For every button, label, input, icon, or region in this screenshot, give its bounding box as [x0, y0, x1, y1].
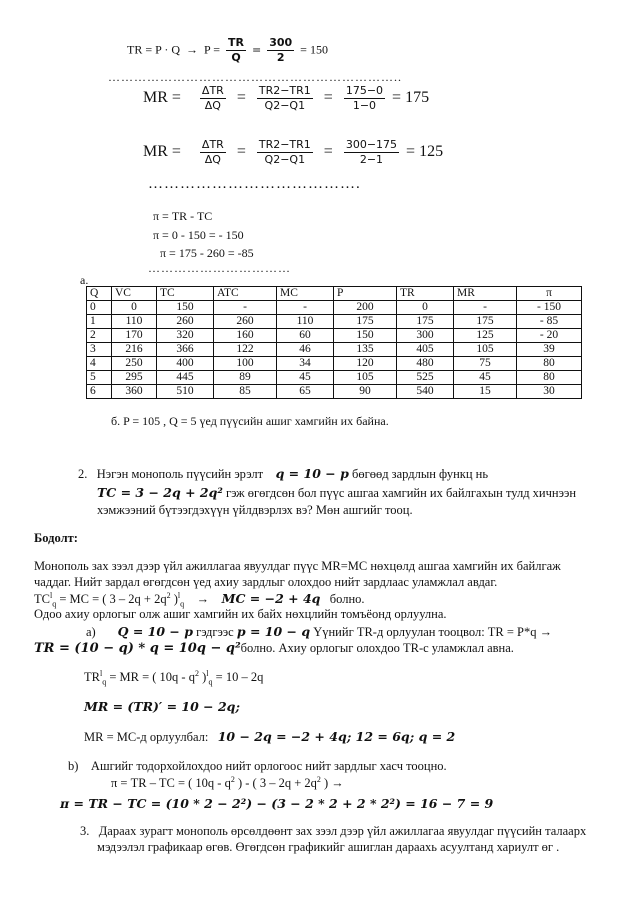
table-cell: 320: [157, 329, 214, 343]
col-header: VC: [112, 287, 157, 301]
table-cell: 90: [334, 385, 397, 399]
table-cell: 34: [277, 357, 334, 371]
problem-2-text: Нэгэн монополь пүүсийн эрэлт: [96, 467, 264, 481]
mr-label: MR =: [143, 89, 181, 107]
table-cell: 120: [334, 357, 397, 371]
table-cell: 135: [334, 343, 397, 357]
table-cell: 366: [157, 343, 214, 357]
mr1-result: 175: [405, 89, 430, 107]
table-cell: 250: [112, 357, 157, 371]
mr-formula-1: MR = $\frac{\text{ΔTR}}{\Delta Q}$ = $\frac{TR2-TR1}{Q2-Q1}$ = $\frac{175-0}{1-0}$ = 175: [143, 84, 430, 112]
price-equation: p = 10 − q: [236, 624, 311, 639]
table-cell: 170: [112, 329, 157, 343]
profit-expression: ) →: [320, 776, 344, 791]
derivative-var: q: [180, 599, 185, 609]
profit-expression: ) - ( 3 – 2q + 2q: [234, 776, 317, 791]
table-cell: 400: [157, 357, 214, 371]
table-row: [87, 357, 582, 371]
table-cell: 125: [454, 329, 517, 343]
fraction-tr-q: $\frac{TR}{Q}$: [228, 36, 244, 64]
derivative-var: q: [52, 599, 57, 609]
table-cell: 85: [214, 385, 277, 399]
derivative-mark: l: [177, 591, 181, 600]
table-cell: 295: [112, 371, 157, 385]
mr-expression: = MR = ( 10q - q: [106, 670, 195, 685]
pi-line-1: π = TR - TC: [153, 209, 213, 223]
table-cell: 4: [87, 357, 112, 371]
problem-2-line-3: хэмжээний бүтээгдэхүүн үйлдвэрлэх вэ? Мөн ашгийг тооц.: [97, 503, 413, 517]
tr-derivative-line: $TR^l_q$ = MR = ( $10q - q^2$ )$^l_q$ = 10 – 2q: [84, 669, 264, 687]
table-cell: -: [277, 301, 334, 315]
solution-text: Үүнийг TR-д орлуулан тооцвол: TR = P*q →: [313, 625, 553, 639]
solution-text: Ашгийг тодорхойлохдоо нийт орлогоос нийт зардлыг хасч тооцно.: [90, 759, 447, 773]
table-cell: -: [214, 301, 277, 315]
fraction-300-2: $\frac{300}{2}$: [269, 36, 293, 64]
problem-2-line-2: [97, 485, 576, 501]
table-cell: 80: [517, 371, 582, 385]
mr-expression: ): [198, 670, 207, 685]
table-cell: - 150: [517, 301, 582, 315]
problem-2-line-1: [78, 466, 488, 482]
profit-expression: π = TR – TC = ( 10q - q: [111, 776, 231, 791]
col-header: ATC: [214, 287, 277, 301]
table-cell: 65: [277, 385, 334, 399]
problem-number: 3.: [80, 824, 90, 838]
table-row: [87, 329, 582, 343]
part-a-line-1: [86, 624, 552, 640]
col-header: π: [517, 287, 582, 301]
table-body: [87, 301, 582, 399]
solution-para-4: Одоо ахиу орлогыг олж ашиг хамгийн их байх нөхцлийн томъёонд орлуулна.: [34, 607, 447, 621]
solution-text: MR = MC-д орлуулбал:: [84, 730, 209, 744]
table-cell: 3: [87, 343, 112, 357]
col-header: TR: [397, 287, 454, 301]
table-cell: 300: [397, 329, 454, 343]
table-cell: 0: [87, 301, 112, 315]
arrow-icon: →: [186, 42, 198, 57]
table-cell: 46: [277, 343, 334, 357]
mc-expression: ): [170, 592, 178, 607]
solution-para-2: чаддаг. Нийт зардал өгөгдсөн үед ахиу зардлыг олохдоо нийт зардлаас уламжлал авдаг.: [34, 575, 498, 589]
derivative-mark: l: [49, 591, 53, 600]
table-cell: 39: [517, 343, 582, 357]
table-cell: 150: [157, 301, 214, 315]
part-label: а): [86, 625, 96, 639]
solution-para-1: Монополь зах зээл дээр үйл ажиллагаа явуулдаг пүүс MR=MC нөхцөлд ашгаа хамгийн их байлгаж: [34, 559, 561, 573]
table-cell: 150: [334, 329, 397, 343]
tr-symbol: TR: [84, 670, 100, 685]
problem-2-text: гэж өгөгдсөн бол пүүс ашгаа хамгийн их байлгахын тулд хичнээн: [225, 486, 577, 500]
table-cell: 100: [214, 357, 277, 371]
table-cell: 510: [157, 385, 214, 399]
profit-formula-line: π = TR – TC = ( $10q - q^2$ ) - ( $3 - 2q + 2q^2$ ) →: [111, 775, 344, 791]
dotted-line: …………………………………………………………..: [108, 70, 402, 84]
table-cell: 540: [397, 385, 454, 399]
table-cell: 30: [517, 385, 582, 399]
p-eq: P =: [204, 42, 220, 57]
table-cell: 110: [277, 315, 334, 329]
table-cell: 445: [157, 371, 214, 385]
table-cell: 5: [87, 371, 112, 385]
table-cell: 480: [397, 357, 454, 371]
cost-equation: TC = 3 − 2q + 2q²: [97, 485, 223, 500]
table-cell: 15: [454, 385, 517, 399]
table-cell: 360: [112, 385, 157, 399]
table-row: [87, 301, 582, 315]
solution-heading: Бодолт:: [34, 531, 78, 545]
solution-text: болно. Ахиу орлогыг олохдоо TR-с уламжлал авна.: [240, 641, 514, 655]
table-cell: 80: [517, 357, 582, 371]
derivative-mark: l: [206, 669, 209, 678]
demand-equation: Q = 10 − p: [117, 624, 193, 639]
derivative-var: q: [102, 677, 107, 687]
table-row: [87, 371, 582, 385]
mr2-result: 125: [419, 143, 444, 161]
table-cell: 60: [277, 329, 334, 343]
part-b-line: [68, 759, 447, 774]
table-cell: 160: [214, 329, 277, 343]
tr-lhs: TR = P · Q: [127, 42, 180, 57]
solution-text: болно.: [329, 592, 365, 607]
table-cell: 122: [214, 343, 277, 357]
tr-formula-line: TR = P · Q → P = $\frac{TR}{Q}$ = $\frac{300}{2}$ = 150: [127, 36, 328, 64]
table-row: [87, 385, 582, 399]
table-cell: 0: [112, 301, 157, 315]
col-header: P: [334, 287, 397, 301]
pi-line-3: π = 175 - 260 = -85: [160, 246, 254, 260]
mr-label: MR =: [143, 143, 181, 161]
mc-expression: = MC = ( 3 – 2q + 2q: [56, 592, 167, 607]
table-cell: 89: [214, 371, 277, 385]
col-header: TC: [157, 287, 214, 301]
problem-2-text: бөгөөд зардлын функц нь: [351, 467, 489, 481]
mr-formula-2: MR = $\frac{\text{ΔTR}}{\Delta Q}$ = $\frac{TR2-TR1}{Q2-Q1}$ = $\frac{300-175}{2-1}$ = 125: [143, 138, 444, 166]
problem-3-line-1: [80, 824, 586, 839]
table-header-row: [87, 287, 582, 301]
table-cell: 260: [214, 315, 277, 329]
mc-equation: MC = −2 + 4q: [221, 591, 321, 607]
table-cell: - 20: [517, 329, 582, 343]
table-cell: 6: [87, 385, 112, 399]
derivative-mark: l: [99, 669, 103, 678]
table-cell: 216: [112, 343, 157, 357]
table-cell: 260: [157, 315, 214, 329]
problem-3-text: Дараах зурагт монополь өрсөлдөөнт зах зээл дээр үйл ажиллагаа явуулдаг пүүсийн талаарх: [98, 824, 587, 838]
table-cell: 405: [397, 343, 454, 357]
tr-equation: TR = (10 − q) * q = 10q − q²: [34, 641, 241, 656]
section-a-label: a.: [80, 273, 89, 287]
dotted-line: ………………………………….: [148, 176, 361, 192]
pi-line-2: π = 0 - 150 = - 150: [153, 228, 244, 242]
table-cell: 45: [277, 371, 334, 385]
table-cell: - 85: [517, 315, 582, 329]
cost-revenue-table: [86, 286, 582, 399]
solution-equation: 10 − 2q = −2 + 4q; 12 = 6q; q = 2: [217, 729, 456, 744]
table-cell: 105: [334, 371, 397, 385]
col-header: Q: [87, 287, 112, 301]
arrow-icon: →: [196, 592, 210, 607]
table-cell: 75: [454, 357, 517, 371]
solution-para-3: $TC^l_q$ = MC = ( $3 - 2q + 2q^2$ )$^l_q$ → MC = −2 + 4q болно.: [34, 591, 365, 609]
answer-b: б. P = 105 , Q = 5 үед пүүсийн ашиг хамгийн их байна.: [111, 414, 389, 428]
table-cell: -: [454, 301, 517, 315]
table-cell: 175: [454, 315, 517, 329]
table-cell: 45: [454, 371, 517, 385]
table-cell: 2: [87, 329, 112, 343]
part-a-line-2: [34, 641, 514, 656]
p-result: = 150: [300, 42, 328, 57]
derivative-var: q: [208, 677, 213, 687]
table-cell: 110: [112, 315, 157, 329]
problem-3-line-2: мэдээлэл графикаар өгөв. Өгөгдсөн графикийг ашиглан дараахь асуултанд хариулт өг .: [97, 840, 560, 854]
dotted-line: ……………………………: [148, 261, 291, 275]
tc-symbol: TC: [34, 592, 50, 607]
substitution-line: [84, 729, 455, 745]
mr-expression: = 10 – 2q: [212, 670, 264, 685]
table-row: [87, 315, 582, 329]
part-label: b): [68, 759, 79, 773]
solution-text: гэдгээс: [196, 625, 234, 639]
demand-equation: q = 10 − p: [275, 466, 349, 481]
table-cell: 1: [87, 315, 112, 329]
table-cell: 175: [397, 315, 454, 329]
table-cell: 175: [334, 315, 397, 329]
table-cell: 0: [397, 301, 454, 315]
col-header: MC: [277, 287, 334, 301]
problem-number: 2.: [78, 467, 88, 481]
table-cell: 525: [397, 371, 454, 385]
table-cell: 200: [334, 301, 397, 315]
table-row: [87, 343, 582, 357]
table-cell: 105: [454, 343, 517, 357]
col-header: MR: [454, 287, 517, 301]
profit-final-equation: π = TR − TC = (10 * 2 − 2²) − (3 − 2 * 2 + 2 * 2²) = 16 − 7 = 9: [60, 796, 494, 811]
mr-equation: MR = (TR)′ = 10 − 2q;: [84, 699, 241, 714]
